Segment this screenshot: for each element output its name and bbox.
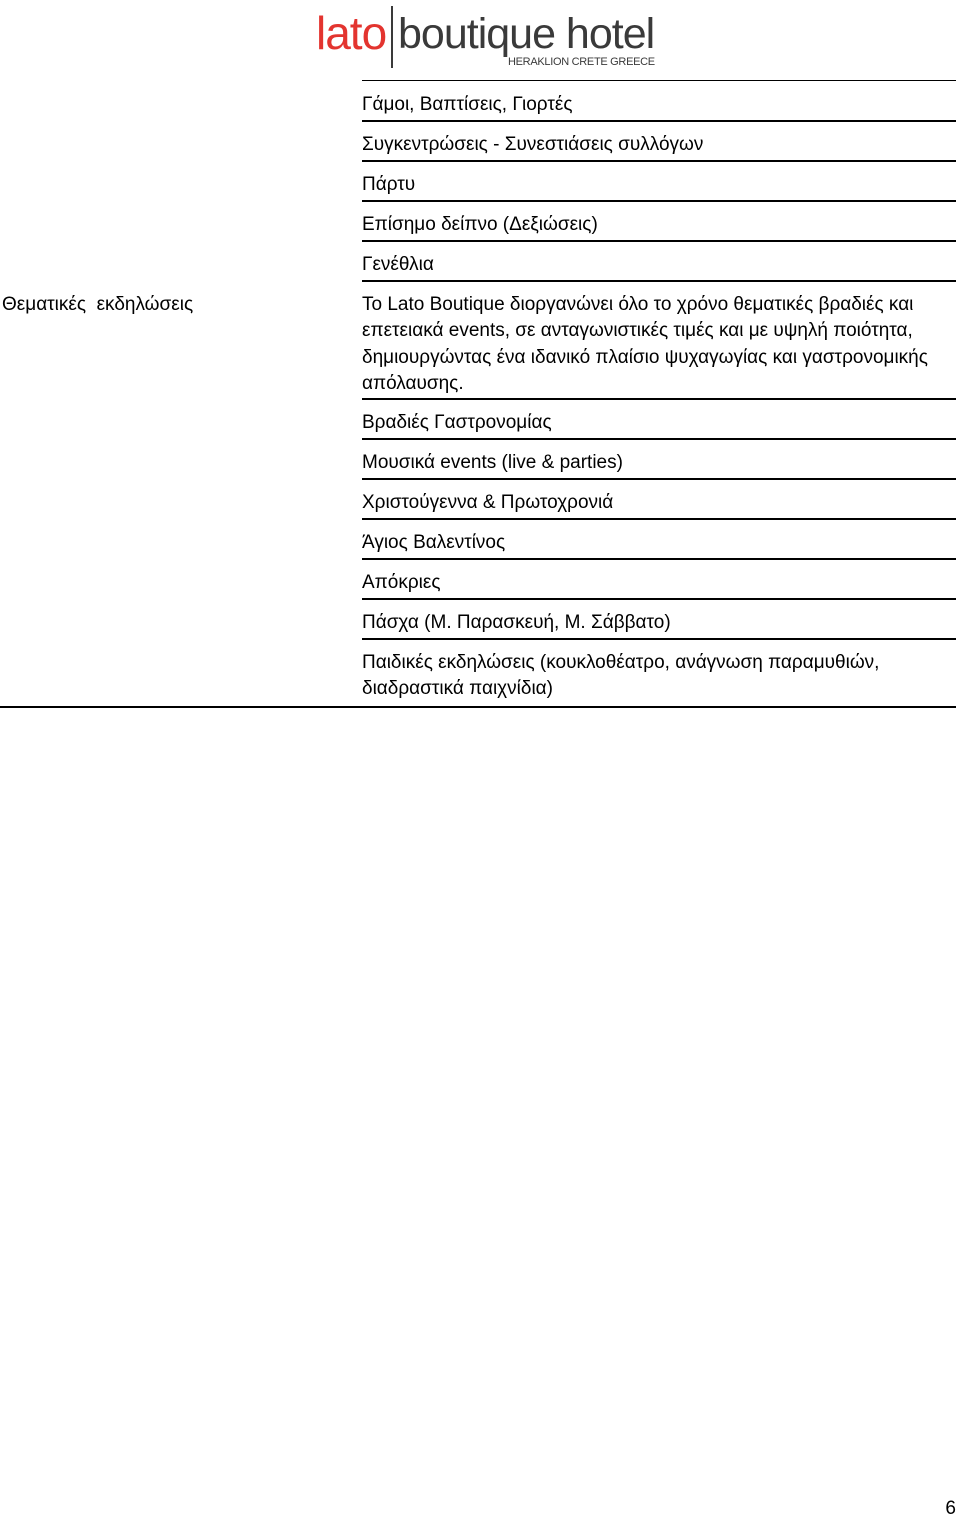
table-row	[0, 602, 956, 640]
table-row	[0, 402, 956, 440]
event-item: Μουσικά events (live & parties)	[362, 450, 956, 480]
table-row	[0, 124, 956, 162]
table-top-rule	[362, 80, 956, 81]
event-item: Γενέθλια	[362, 252, 956, 282]
section-description: Το Lato Boutique διοργανώνει όλο το χρόνο θεματικές βραδιές και επετειακά events, σε ανταγωνιστικές τιμές και με υψηλή ποιότητα, δημιουργώντας ένα ιδανικό πλαίσιο ψυχαγωγίας και γαστρονομικής απόλαυσης.	[362, 292, 956, 400]
table-row	[0, 164, 956, 202]
logo-name: boutique hotel	[398, 10, 655, 58]
table-row	[0, 204, 956, 242]
event-item: Γάμοι, Βαπτίσεις, Γιορτές	[362, 92, 956, 122]
table-row	[0, 482, 956, 520]
table-row	[0, 522, 956, 560]
event-item: Πάσχα (Μ. Παρασκευή, Μ. Σάββατο)	[362, 610, 956, 640]
section-title: Θεματικές εκδηλώσεις	[2, 294, 194, 315]
page-number: 6	[945, 1498, 956, 1519]
hotel-logo	[316, 6, 655, 70]
event-item: Πάρτυ	[362, 172, 956, 202]
event-item: Βραδιές Γαστρονομίας	[362, 410, 956, 440]
logo-location: HERAKLION CRETE GREECE	[508, 56, 655, 68]
table-row	[0, 244, 956, 282]
event-item: Επίσημο δείπνο (Δεξιώσεις)	[362, 212, 956, 242]
logo-brand: lato	[316, 7, 387, 59]
event-item: Άγιος Βαλεντίνος	[362, 530, 956, 560]
event-item: Απόκριες	[362, 570, 956, 600]
table-row	[0, 562, 956, 600]
event-item: Παιδικές εκδηλώσεις (κουκλοθέατρο, ανάγνωση παραμυθιών, διαδραστικά παιχνίδια)	[362, 652, 880, 700]
table-row	[0, 642, 956, 708]
event-item: Χριστούγεννα & Πρωτοχρονιά	[362, 490, 956, 520]
event-item: Συγκεντρώσεις - Συνεστιάσεις συλλόγων	[362, 132, 956, 162]
table-row	[0, 284, 956, 400]
table-row	[0, 442, 956, 480]
logo-divider	[391, 6, 393, 68]
table-row	[0, 84, 956, 122]
